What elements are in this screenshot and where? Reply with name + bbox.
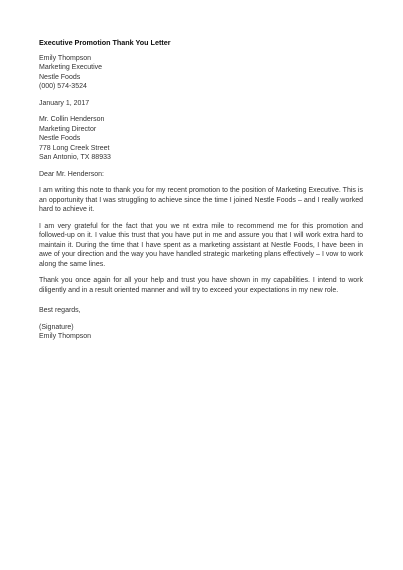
body-paragraph-2: I am very grateful for the fact that you we nt extra mile to recommend me for this promotion and followed-up on it. I value this trust that you have put in me and assure you that I will work extra hard to maintain it. During the time that I have spent as a marketing assistant at Nestle Foods, I have been in awe of your direction and the way you have handled strategic marketing plans effectively – I vow to work along the same lines.: [39, 222, 363, 268]
letter-date: January 1, 2017: [39, 99, 90, 107]
recipient-street: 778 Long Creek Street: [39, 144, 110, 152]
signature-block: [39, 323, 363, 342]
sender-phone: (000) 574-3524: [39, 83, 87, 90]
sender-name: Emily Thompson: [39, 54, 92, 62]
date-block: [39, 99, 363, 109]
letter-page: [39, 38, 363, 349]
salutation: Dear Mr. Henderson:: [39, 170, 104, 178]
recipient-name: Mr. Collin Henderson: [39, 116, 105, 123]
body-paragraph-3: Thank you once again for all your help and trust you have shown in my capabilities. I intend to work diligently and in a result oriented manner and will try to exceed your expectations in my new role.: [39, 277, 363, 294]
signature-placeholder: (Signature): [39, 323, 74, 331]
signer-name: Emily Thompson: [39, 333, 92, 340]
recipient-company: Nestle Foods: [39, 135, 81, 142]
salutation-block: [39, 170, 363, 180]
sender-role: Marketing Executive: [39, 64, 103, 71]
sender-company: Nestle Foods: [39, 73, 81, 81]
recipient-city: San Antonio, TX 88933: [39, 154, 111, 161]
body-paragraph-1: I am writing this note to thank you for my recent promotion to the position of Marketing Executive. This is an opportunity that I was struggling to achieve since the time I joined Nestle Foods – and I really worked hard to achieve it.: [39, 187, 363, 213]
recipient-block: [39, 115, 363, 163]
closing-block: [39, 306, 363, 316]
recipient-role: Marketing Director: [39, 125, 97, 133]
closing: Best regards,: [39, 307, 81, 314]
sender-block: [39, 54, 363, 92]
letter-title: Executive Promotion Thank You Letter: [39, 38, 171, 47]
